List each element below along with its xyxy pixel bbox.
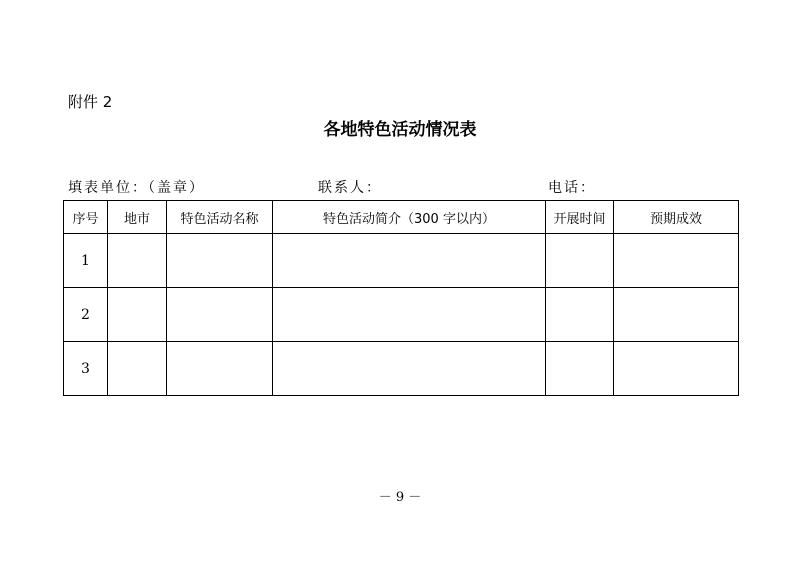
table-header-row [64,201,739,234]
cell-activity-description[interactable] [273,234,546,288]
cell-time[interactable] [546,288,614,342]
page-number: － 9 － [378,490,422,505]
table-row [64,342,739,396]
header-city: 地市 [108,201,167,234]
cell-expected-outcome[interactable] [614,234,739,288]
cell-activity-description[interactable] [273,288,546,342]
header-activity-description: 特色活动简介（300 字以内） [273,201,546,234]
cell-activity-name[interactable] [167,234,273,288]
header-expected-outcome: 预期成效 [614,201,739,234]
cell-activity-description[interactable] [273,342,546,396]
cell-city[interactable] [108,288,167,342]
header-serial-number: 序号 [64,201,108,234]
phone-label: 电话： [548,180,596,196]
cell-serial-number: 3 [64,342,108,396]
activity-table [63,200,739,396]
table-row [64,288,739,342]
cell-city[interactable] [108,342,167,396]
cell-time[interactable] [546,234,614,288]
cell-city[interactable] [108,234,167,288]
attachment-label: 附件 2 [68,93,113,111]
table-row [64,234,739,288]
cell-time[interactable] [546,342,614,396]
cell-activity-name[interactable] [167,288,273,342]
cell-activity-name[interactable] [167,342,273,396]
cell-expected-outcome[interactable] [614,288,739,342]
cell-serial-number: 1 [64,234,108,288]
filling-unit-label: 填表单位：（盖章） [68,180,205,196]
header-activity-name: 特色活动名称 [167,201,273,234]
contact-person-label: 联系人： [318,180,382,196]
cell-expected-outcome[interactable] [614,342,739,396]
page-title: 各地特色活动情况表 [323,120,477,140]
header-time: 开展时间 [546,201,614,234]
cell-serial-number: 2 [64,288,108,342]
